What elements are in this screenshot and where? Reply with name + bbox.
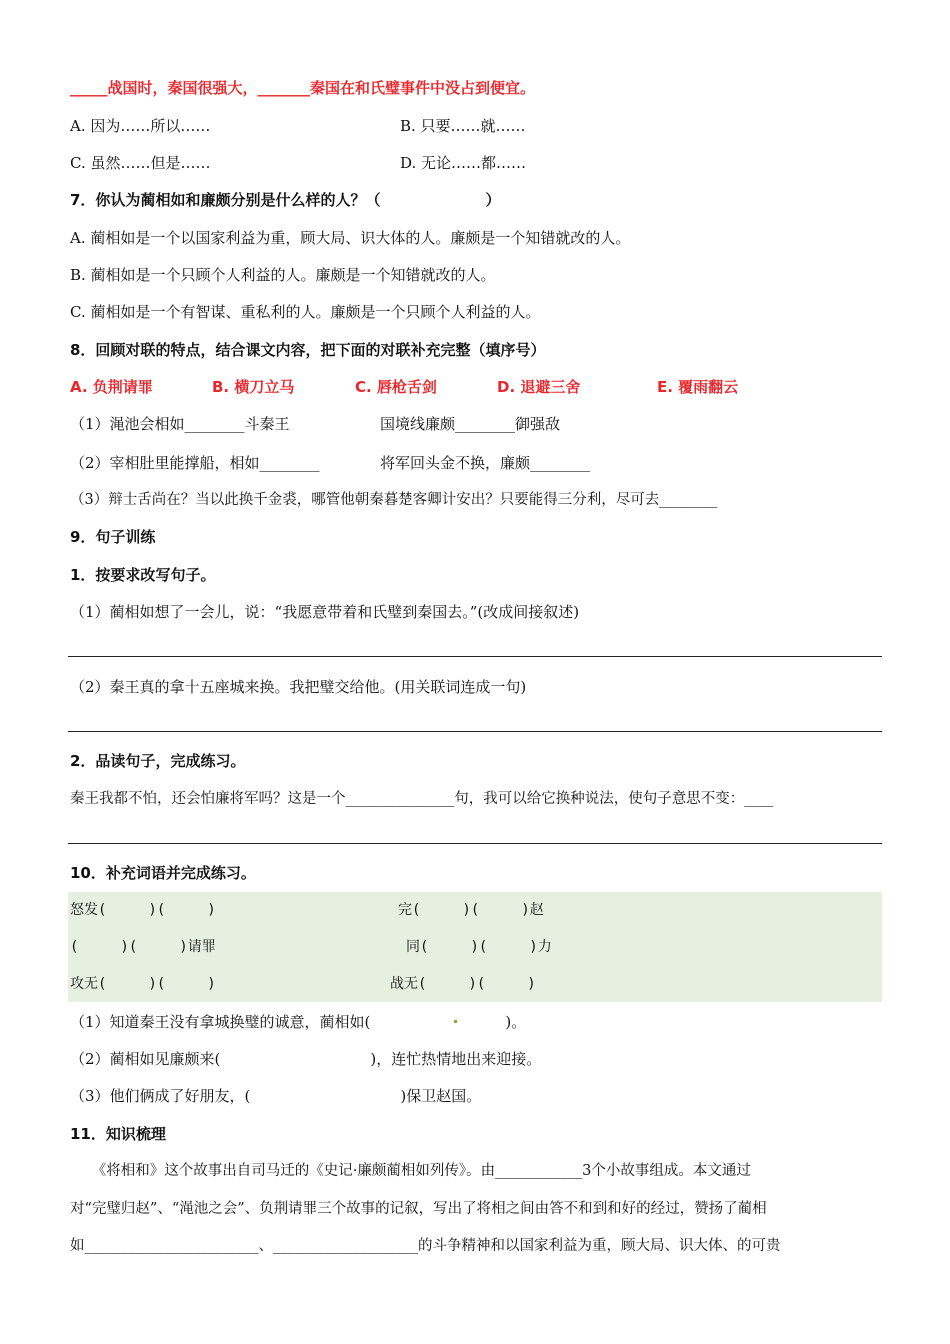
q10-exercise-2: （2）蔺相如见廉颇来( )，连忙热情地出来迎接。 xyxy=(70,1050,542,1068)
q9-sub2: 2．品读句子，完成练习。 xyxy=(70,752,246,770)
q8-couplet-1-left: （1）渑池会相如________斗秦王 xyxy=(70,415,290,433)
q6-stem: _____战国时，秦国很强大，_______秦国在和氏璧事件中没占到便宜。 xyxy=(70,79,536,97)
q11-paragraph-line-3: 如________________________、____________________的斗争精神和以国家利益为重，顾大局、识大体、的可贵 xyxy=(70,1238,781,1254)
q7-option-b: B. 蔺相如是一个只顾个人利益的人。廉颇是一个知错就改的人。 xyxy=(70,266,496,284)
idiom-3: ( )( )请罪 xyxy=(70,939,216,955)
answer-line-3 xyxy=(68,843,882,844)
q8-stem: 8．回顾对联的特点，结合课文内容，把下面的对联补充完整（填序号） xyxy=(70,341,546,359)
q9-sentence-3: 秦王我都不怕，还会怕廉将军吗？这是一个_______________句，我可以给它换种说法，使句子意思不变：____ xyxy=(70,791,774,807)
q9-title: 9．句子训练 xyxy=(70,528,156,546)
q10-exercise-1: （1）知道秦王没有拿城换璧的诚意，蔺相如( )。 xyxy=(70,1013,527,1031)
q7-stem: 7．你认为蔺相如和廉颇分别是什么样的人？（ ） xyxy=(70,191,501,209)
q7-option-a: A. 蔺相如是一个以国家利益为重，顾大局、识大体的人。廉颇是一个知错就改的人。 xyxy=(70,229,631,247)
q7-option-c: C. 蔺相如是一个有智谋、重私利的人。廉颇是一个只顾个人利益的人。 xyxy=(70,303,541,321)
q8-option-e: E. 覆雨翻云 xyxy=(657,378,739,396)
q6-option-c: C. 虽然……但是…… xyxy=(70,154,211,172)
answer-line-1 xyxy=(68,656,882,657)
q8-option-c: C. 唇枪舌剑 xyxy=(355,378,437,396)
q8-couplet-3: （3）辩士舌尚在？当以此换千金裘，哪管他朝秦暮楚客卿计安出？只要能得三分利，尽可去________ xyxy=(70,492,718,508)
q6-option-b: B. 只要……就…… xyxy=(400,117,526,135)
q6-option-d: D. 无论……都…… xyxy=(400,154,527,172)
q8-option-b: B. 横刀立马 xyxy=(212,378,295,396)
q8-couplet-1-right: 国境线廉颇________御强敌 xyxy=(380,415,561,433)
idiom-2: 完( )( )赵 xyxy=(398,902,544,918)
q9-sub1: 1．按要求改写句子。 xyxy=(70,566,216,584)
q9-sentence-1: （1）蔺相如想了一会儿，说：“我愿意带着和氏璧到秦国去。”(改成间接叙述) xyxy=(70,603,580,621)
q11-paragraph-line-1: 《将相和》这个故事出自司马迁的《史记·廉颇蔺相如列传》。由____________3个小故事组成。本文通过 xyxy=(70,1163,751,1179)
idiom-4: 同( )( )力 xyxy=(406,939,552,955)
idiom-5: 攻无( )( ) xyxy=(70,976,216,992)
answer-line-2 xyxy=(68,731,882,732)
q9-sentence-2: （2）秦王真的拿十五座城来换。我把璧交给他。(用关联词连成一句) xyxy=(70,678,527,696)
q6-option-a: A. 因为……所以…… xyxy=(70,117,211,135)
q8-option-d: D. 退避三舍 xyxy=(497,378,581,396)
idiom-6: 战无( )( ) xyxy=(390,976,536,992)
q10-exercise-3: （3）他们俩成了好朋友，( )保卫赵国。 xyxy=(70,1087,482,1105)
q8-couplet-2-left: （2）宰相肚里能撑船，相如________ xyxy=(70,454,320,472)
q11-paragraph-line-2: 对“完璧归赵”、“渑池之会”、负荆请罪三个故事的记叙，写出了将相之间由答不和到和好的经过，赞扬了蔺相 xyxy=(70,1201,767,1217)
idiom-1: 怒发( )( ) xyxy=(70,902,216,918)
q8-option-a: A. 负荆请罪 xyxy=(70,378,153,396)
q11-title: 11．知识梳理 xyxy=(70,1125,166,1143)
q8-couplet-2-right: 将军回头金不换，廉颇________ xyxy=(380,454,591,472)
q10-title: 10．补充词语并完成练习。 xyxy=(70,864,256,882)
